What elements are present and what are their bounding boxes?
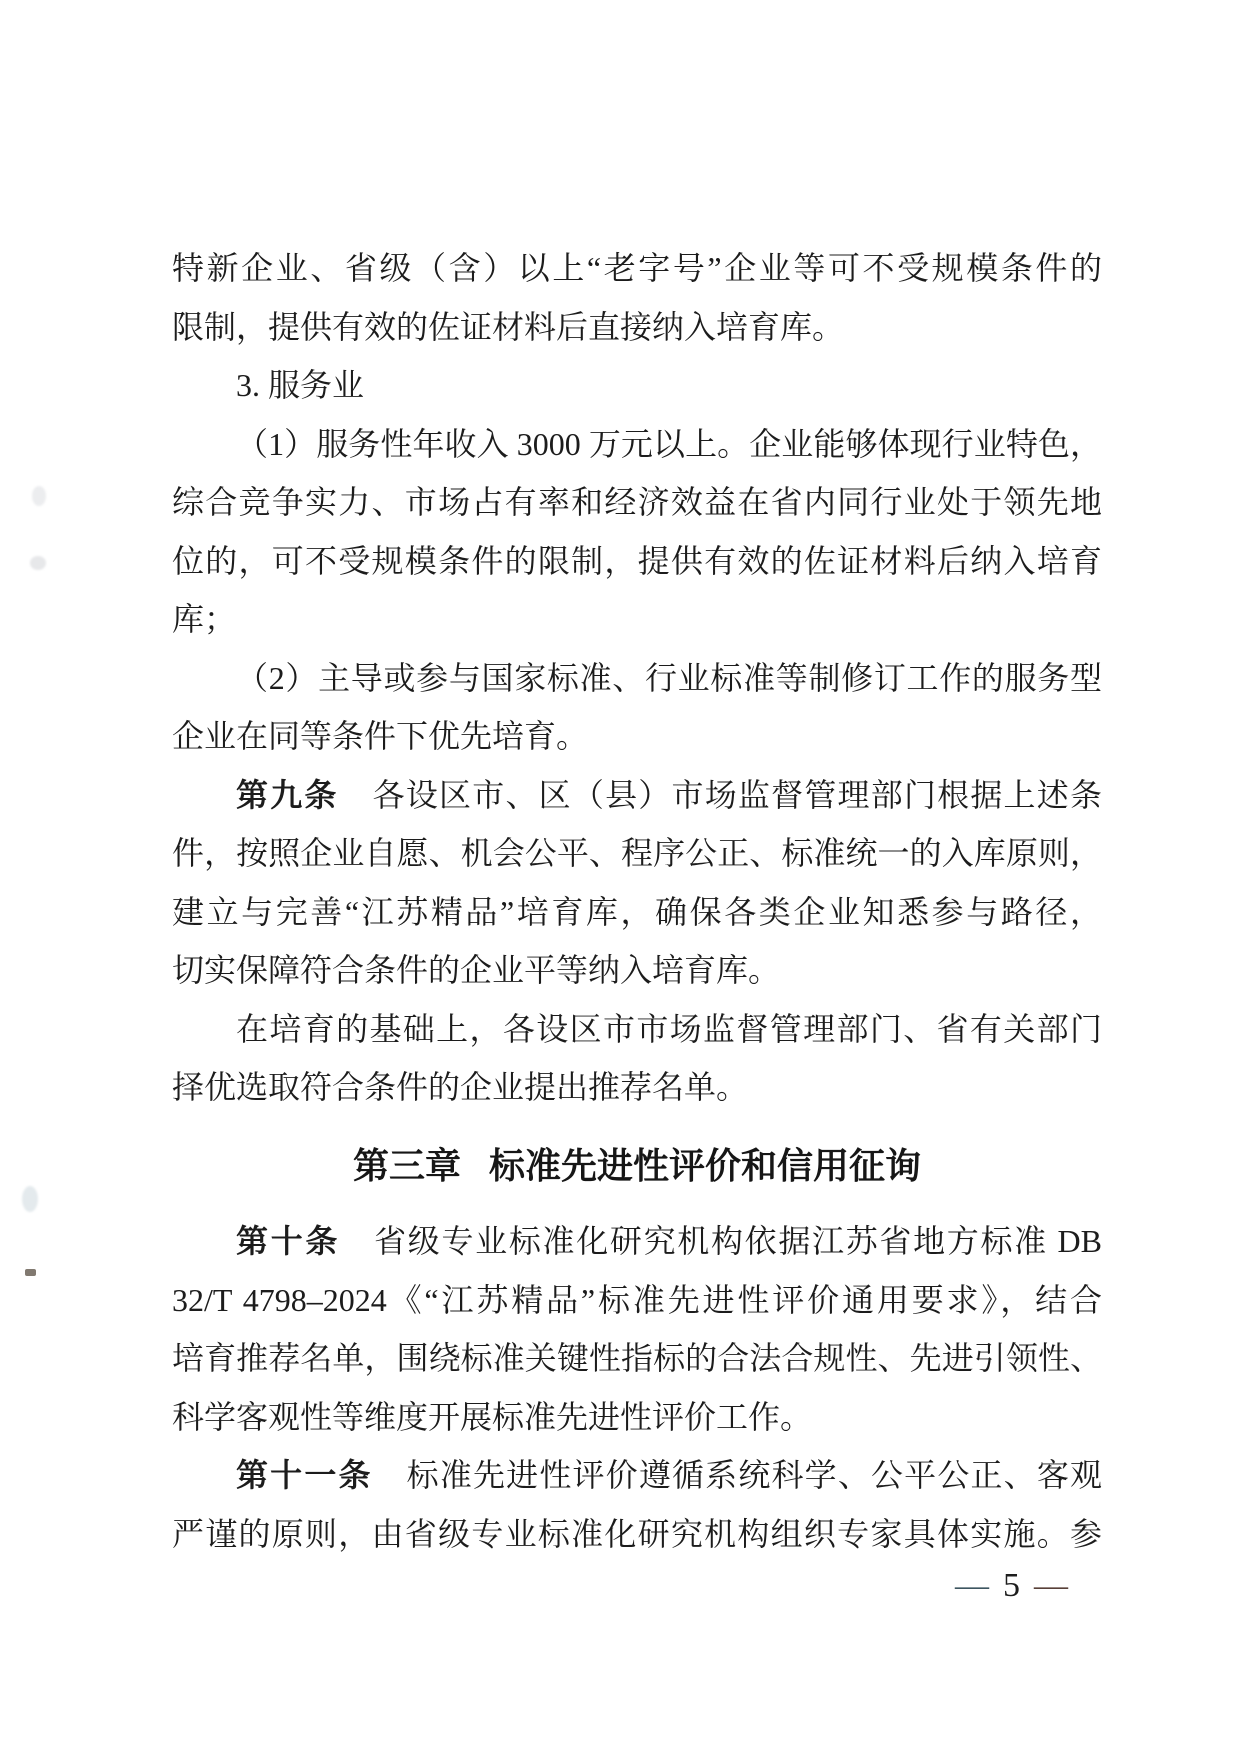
- line-text: 省级专业标准化研究机构依据江苏省地方标准 DB: [374, 1223, 1102, 1259]
- text-line: [172, 473, 1102, 532]
- line-text: 科学客观性等维度开展标准先进性评价工作。: [172, 1398, 813, 1435]
- text-line: [172, 532, 1102, 591]
- line-text: （2）主导或参与国家标准、行业标准等制修订工作的服务型: [236, 659, 1102, 696]
- text-line: [172, 1505, 1102, 1564]
- article-term: 第十条: [236, 1223, 341, 1259]
- line-text: 限制，提供有效的佐证材料后直接纳入培育库。: [172, 308, 845, 345]
- text-line: [172, 649, 1102, 708]
- text-line: [172, 707, 1102, 766]
- text-column: [172, 239, 1102, 1563]
- line-text: （1）服务性年收入 3000 万元以上。企业能够体现行业特色，: [236, 425, 1102, 462]
- scan-artifact: [22, 1186, 38, 1212]
- text-line: [172, 590, 1102, 649]
- text-line: [172, 1446, 1102, 1505]
- text-line: [172, 1271, 1102, 1330]
- text-line: [172, 1058, 1102, 1117]
- line-text: 位的，可不受规模条件的限制，提供有效的佐证材料后纳入培育: [172, 542, 1102, 579]
- text-line: [172, 1000, 1102, 1059]
- line-text: 切实保障符合条件的企业平等纳入培育库。: [172, 952, 781, 988]
- line-text: 企业在同等条件下优先培育。: [172, 718, 589, 754]
- chapter-heading: [172, 1137, 1102, 1196]
- text-line: [172, 766, 1102, 825]
- text-line: [172, 356, 1102, 415]
- text-line: [172, 1212, 1102, 1271]
- text-line: [172, 239, 1102, 298]
- scan-artifact: [25, 1269, 36, 1276]
- line-text: 库；: [172, 601, 237, 637]
- text-line: [172, 883, 1102, 942]
- chapter-title: 标准先进性评价和信用征询: [489, 1144, 922, 1186]
- text-line: [172, 941, 1102, 1000]
- line-text: 在培育的基础上，各设区市市场监督管理部门、省有关部门: [236, 1010, 1102, 1047]
- article-term: 第十一条: [236, 1457, 373, 1493]
- page-number-dash-left: —: [955, 1567, 989, 1604]
- text-line: [172, 1388, 1102, 1447]
- line-text: 特新企业、省级（含）以上“老字号”企业等可不受规模条件的: [172, 250, 1102, 286]
- page-number-dash-right: —: [1034, 1567, 1068, 1604]
- line-text: 3. 服务业: [236, 367, 365, 403]
- line-text: 培育推荐名单，围绕标准关键性指标的合法合规性、先进引领性、: [172, 1340, 1102, 1376]
- line-text: 择优选取符合条件的企业提出推荐名单。: [172, 1069, 749, 1105]
- line-text: 综合竞争实力、市场占有率和经济效益在省内同行业处于领先地: [172, 484, 1102, 520]
- line-text: 建立与完善“江苏精品”培育库，确保各类企业知悉参与路径，: [172, 893, 1102, 930]
- line-text: 严谨的原则，由省级专业标准化研究机构组织专家具体实施。参: [172, 1515, 1102, 1552]
- line-text: 32/T 4798–2024《“江苏精品”标准先进性评价通用要求》，结合: [172, 1281, 1102, 1318]
- line-text: 各设区市、区（县）市场监督管理部门根据上述条: [372, 776, 1102, 813]
- text-line: [172, 824, 1102, 883]
- text-line: [172, 1329, 1102, 1388]
- chapter-number: 第三章: [352, 1144, 461, 1186]
- text-line: [172, 298, 1102, 357]
- line-text: 标准先进性评价遵循系统科学、公平公正、客观: [406, 1457, 1102, 1493]
- page-number-value: 5: [1003, 1567, 1020, 1604]
- scan-artifact: [30, 556, 46, 570]
- page-number: [955, 1566, 1068, 1606]
- line-text: 件，按照企业自愿、机会公平、程序公正、标准统一的入库原则，: [172, 835, 1102, 871]
- scan-artifact: [32, 486, 46, 506]
- article-term: 第九条: [236, 776, 339, 813]
- text-line: [172, 415, 1102, 474]
